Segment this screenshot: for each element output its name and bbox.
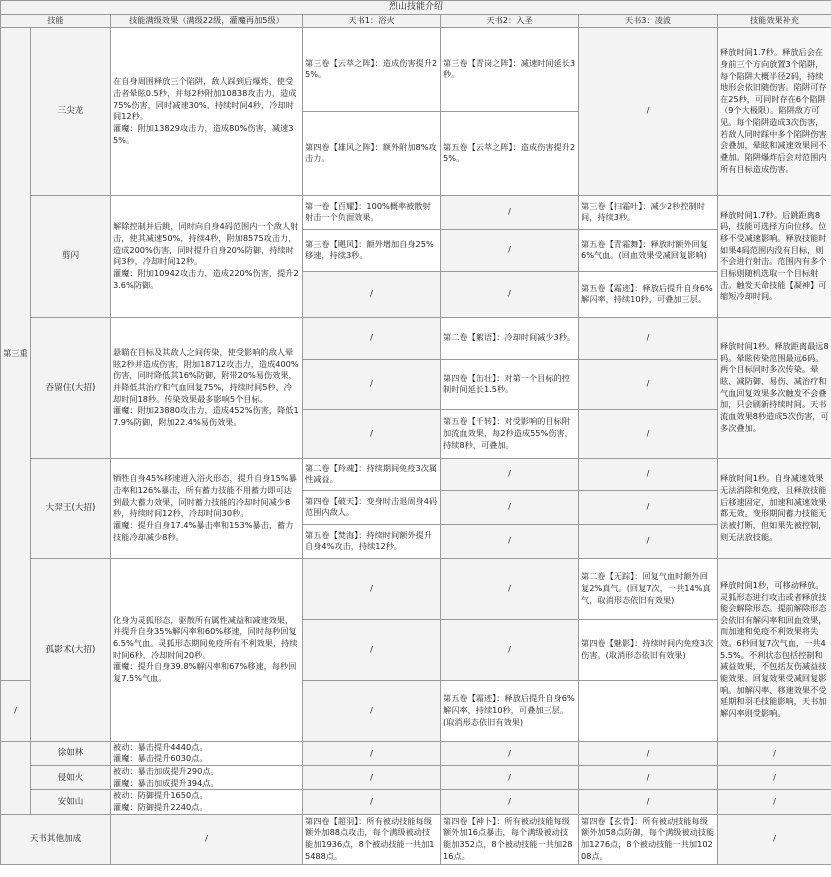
book1-cell: / (303, 741, 441, 765)
skill-name: 剪闪 (31, 195, 111, 317)
skill-name: 安如山 (31, 790, 111, 814)
book1-cell: / (303, 317, 441, 359)
book3-cell: / (579, 766, 718, 790)
effect-line: 灌魔：暴击提升6030点。 (113, 753, 208, 764)
extra-label: 天书其他加成 (1, 814, 111, 864)
book3-cell: 第五卷【青霜舞】：释放时额外回复6%气血。(回血效果受减回复影响) (579, 229, 718, 271)
book2-cell: / (441, 490, 579, 524)
book2-cell: / (441, 229, 579, 271)
supplement-cell: / (718, 741, 831, 765)
book1-cell: / (303, 619, 441, 680)
book3-cell: / (579, 458, 718, 490)
book3-cell: / (579, 790, 718, 814)
book1-cell: 第三卷【云萃之阵】：造成伤害提升25%。 (303, 27, 441, 111)
skill-effect (111, 317, 303, 458)
book1-cell: / (1, 680, 31, 741)
skill-effect (111, 741, 303, 765)
book1-cell: 第三卷【飓风】：额外增加自身25%移速，持续3秒。 (303, 229, 441, 271)
effect-line: 化身为灵狐形态，驱散所有属性减益和减速效果，并提升自身35%解闪率和60%移速，同时每秒回复6.5%气血。灵狐形态期间免疫所有不利效果，持续时间6秒，冷却时间20秒。 (113, 614, 298, 660)
skill-name: 孤影术(大招) (31, 558, 111, 741)
book2-cell: 第四卷【缶壮】：对第一个目标的控制时间延长1.5秒。 (441, 359, 579, 409)
book1-cell: 第二卷【羚魂】：持续期间免疫3次属性减益。 (303, 458, 441, 490)
book1-cell: 第四卷【雄风之阵】：额外附加8%攻击力。 (303, 111, 441, 195)
header-book3: 天书3：凌波 (579, 14, 718, 27)
effect-line: 灌魔：附加23880攻击力，造成452%伤害，降低17.9%防御，附加22.4%易伤效果。 (113, 405, 299, 427)
effect-line: 被动：暴击提升4440点。 (113, 741, 208, 752)
book2-cell: / (441, 524, 579, 558)
book2-cell: 第五卷【千转】：对受影响的目标附加流血效果，每2秒造成55%伤害，持续8秒，可叠加。 (441, 409, 579, 458)
book1-cell: / (303, 558, 441, 619)
book2-cell: 第二卷【絮语】：冷却时间减少3秒。 (441, 317, 579, 359)
skill-name: 三尖龙 (31, 27, 111, 195)
effect-line: 灌魔：防御提升2240点。 (113, 801, 208, 812)
book2-cell: / (441, 458, 579, 490)
effect-line: 被动：防御提升1650点。 (113, 790, 208, 801)
supplement-cell: 释放时间1秒。自身减速效果无法消除和免疫，且释放技能后移速固定，加速和减速效果都无效。变形期间蓄力技能无法被打断，但如果先被控制，则无法放技能。 (718, 458, 831, 558)
book3-cell: / (579, 741, 718, 765)
book3-cell: 第四卷【魅影】：持续时间内免疫3次伤害。(取消形态依旧有效果) (579, 619, 718, 680)
skill-name: 徐如林 (31, 741, 111, 765)
skill-name: 大羿王(大招) (31, 458, 111, 558)
supplement-cell: / (718, 790, 831, 814)
effect-line: 灌魔：暴击加成提升394点。 (113, 777, 219, 788)
book3-cell: 第五卷【霜迹】：释放后提升自身6%解闪率，持续10秒，可叠加三层。(取消形态依旧有效果) (441, 680, 579, 741)
book2-cell: / (441, 766, 579, 790)
effect-line: 悬瞄在目标及其敌人之间传染，使受影响的敌人晕眩2秒并造成伤害，附加18712攻击力，造成400%伤害，同时降低其16%防御，附带20%易伤效果，并降低其治疗和气血回复75%，持续时间5秒，冷却时间18秒。传染效果最多影响5个目标。 (113, 347, 299, 404)
effect-line: 灌魔：提升自身17.4%暴击率和153%暴击，蓄力技能冷却减少8秒。 (113, 519, 294, 542)
supplement-cell: 释放时间1秒，可移动释放。灵狐形态进行攻击或者释放技能会解除形态。提前解除形态会依旧有解闪率和回血效果，而加速和免疫不利效果将失效。6秒回复7次气血，一共45.5%。不利状态包括控制和减益效果，不包括友伤减益技能效果。回复效果受减回复影响。加解闪率、移速效果不受延期和羽毛技能影响，天书加解闪率则受影响。 (718, 558, 831, 741)
book2-cell: / (441, 741, 579, 765)
skill-effect (111, 27, 303, 195)
stage-label: 第三重 (1, 27, 31, 680)
book2-cell: / (441, 195, 579, 229)
skill-effect (111, 790, 303, 814)
book1-cell: 第五卷【焚海】：持续时间额外提升自身4%攻击，持续12秒。 (303, 524, 441, 558)
book2-cell: / (441, 271, 579, 317)
book2-cell: / (303, 680, 441, 741)
extra-supplement: / (718, 814, 831, 864)
supplement-cell: 释放时间1.7秒。后跳距离8码，技能可选择方向位移。位移不受减速影响。释放技能时如果4码范围内没有目标，则不会进行射击。范围内有多个目标则随机选取一个目标射击。触发天命技能【凝神】可缩短冷却时间。 (718, 195, 831, 317)
book2-cell: / (441, 558, 579, 619)
book1-cell: 第四卷【破天】：变身时击退周身4码范围内敌人。 (303, 490, 441, 524)
book3-cell: / (579, 409, 718, 458)
header-skill: 技能 (1, 14, 111, 27)
header-book1: 天书1：浴火 (303, 14, 441, 27)
book3-cell: / (579, 317, 718, 359)
book3-cell: / (579, 524, 718, 558)
skill-name: 吞留住(大招) (31, 317, 111, 458)
book3-cell: / (579, 27, 718, 195)
effect-line: 牺牲自身45%移速进入浴火形态，提升自身15%暴击率和126%暴击，所有蓄力技能不用蓄力即可达到最大蓄力效果，同时蓄力技能的冷却时间减少8秒，持续时间12秒，冷却时间30秒。 (113, 473, 297, 519)
book2-cell: / (441, 790, 579, 814)
skill-effect (111, 558, 303, 741)
book2-cell: 第五卷【云萃之阵】：造成伤害提升25%。 (441, 111, 579, 195)
extra-effect: / (111, 814, 303, 864)
supplement-cell: / (718, 766, 831, 790)
book2-cell: / (441, 619, 579, 680)
book3-cell: 第五卷【霜迹】：释放后提升自身6%解闪率，持续10秒，可叠加三层。 (579, 271, 718, 317)
extra-book1: 第四卷【超羽】：所有被动技能每级额外加88点攻击，每个满级被动技能加1936点，8个被动技能一共加15488点。 (303, 814, 441, 864)
book1-cell: / (303, 359, 441, 409)
skill-name: 侵如火 (31, 766, 111, 790)
skill-effect (111, 195, 303, 317)
book1-cell: / (303, 766, 441, 790)
book1-cell: / (303, 409, 441, 458)
stage-spacer (1, 741, 31, 814)
book1-cell: 第一卷【百耀】：100%概率被散射射击一个负面效果。 (303, 195, 441, 229)
header-book2: 天书2：入圣 (441, 14, 579, 27)
book1-cell: / (303, 271, 441, 317)
effect-line: 解除控制并后跳，同时向自身4码范围内一个敌人射击，使其减速50%，持续4秒，附加8575攻击力，造成200%伤害，同时提升自身20%防御，持续时间3秒，冷却时间12秒。 (113, 221, 299, 267)
effect-line: 灌魔：提升自身39.8%解闪率和67%移速，每秒回复7.5%气血。 (113, 661, 297, 684)
skill-effect (111, 458, 303, 558)
effect-line: 在自身周围释放三个陷阱，敌人踩到后爆炸，使受击者晕眩0.5秒，并每2秒附加10838攻击力，造成75%伤害，同时减速30%，持续时间4秒，冷却时间12秒。 (113, 76, 297, 122)
book3-cell: / (579, 359, 718, 409)
book3-cell: / (579, 490, 718, 524)
header-supplement: 技能效果补充 (718, 14, 831, 27)
book3-cell: 第二卷【无踪】：回复气血时额外回复2%真气。(回复7次，一共14%真气，取消形态依旧有效果) (579, 558, 718, 619)
supplement-cell: 释放时间1.7秒。释放后会在身前三个方向放置3个陷阱，每个陷阱大概半径2码，持续地形会依旧随伤害。陷阱可存在25秒，可同时存在6个陷阱（9个大极限）。陷阱敌方可见。每个陷阱造成3次伤害，若敌人同时踩中多个陷阱伤害会叠加，晕眩和减速效果同不叠加。陷阱爆炸后会对范围内所有目标造成伤害。 (718, 27, 831, 195)
extra-book3: 第四卷【玄骨】：所有被动技能每级额外加58点防御，每个满级被动技能加1276点，8个被动技能一共加10208点。 (579, 814, 718, 864)
book1-cell: / (303, 790, 441, 814)
skill-effect (111, 766, 303, 790)
supplement-cell: 释放时间1秒。释放距离最远8码。晕眩传染范围最远6码。两个目标同时多次传染。晕眩、减防御、易伤、减治疗和气血回复效果多次触发不会叠加，只会刷新持续时间。天书流血效果8秒造成5次伤害，可多次叠加。 (718, 317, 831, 458)
table-title: 烈山技能介绍 (1, 1, 831, 15)
book3-cell: 第三卷【扫霜叶】：减少2秒控制时间，持续3秒。 (579, 195, 718, 229)
extra-book2: 第四卷【神卜】：所有被动技能每级额外加16点暴击，每个满级被动技能加352点，8个被动技能一共加2816点。 (441, 814, 579, 864)
book2-cell: 第三卷【青岗之阵】：减速时间延长3秒。 (441, 27, 579, 111)
effect-line: 被动：暴击加成提升290点。 (113, 766, 219, 777)
header-effect: 技能满级效果（满级22级，灌魔再加5级） (111, 14, 303, 27)
effect-line: 灌魔：附加10942攻击力，造成220%伤害，提升23.6%防御。 (113, 267, 299, 290)
effect-line: 灌魔：附加13829攻击力，造成80%伤害，减速35%。 (113, 122, 294, 145)
